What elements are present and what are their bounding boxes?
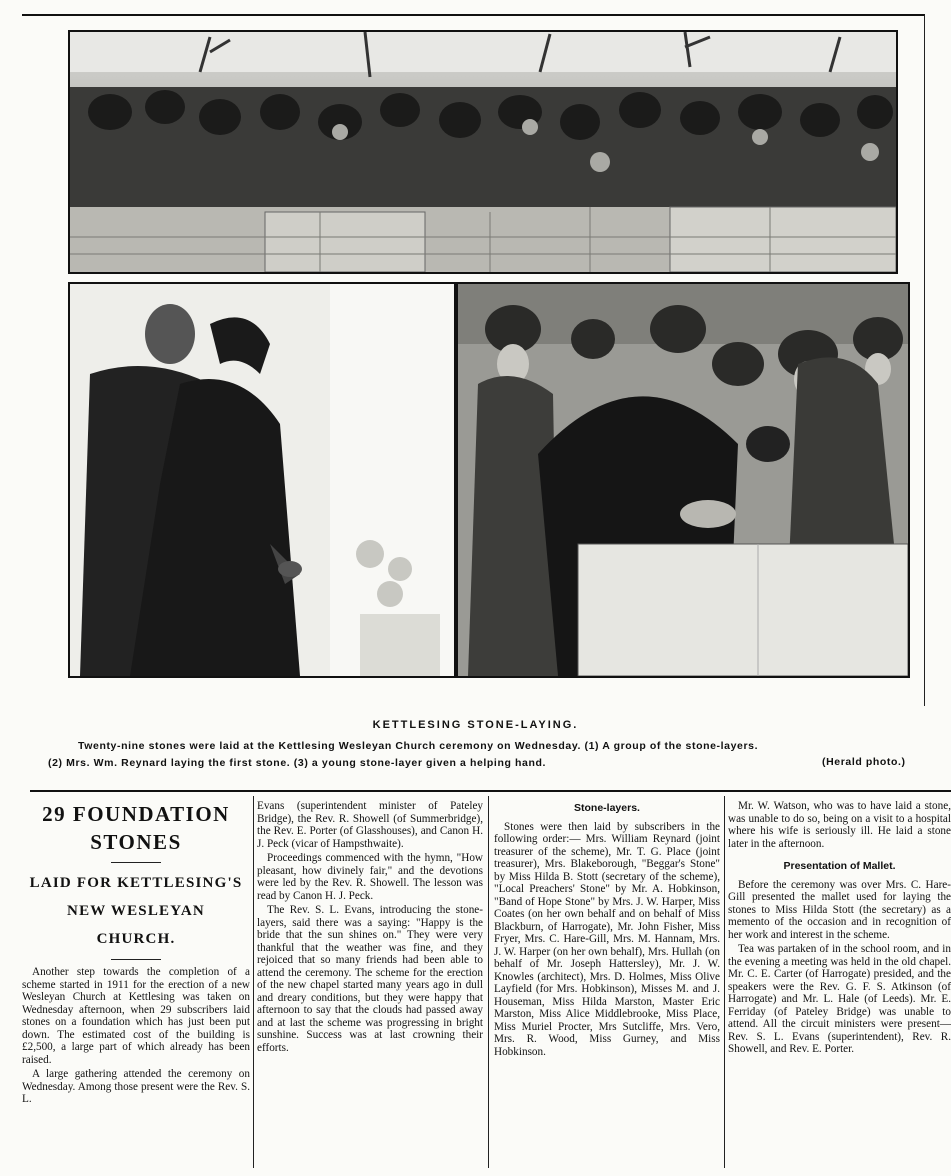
article-paragraph: The Rev. S. L. Evans, introducing the stone-layers, said there was a saying: "Happy is the bride that the sun shines on." They were very thankful that the weather was fine, and they rejoiced that so many friends had been able to attend the ceremony. The scheme for the erection of the new chapel started many years ago in dull and dreary conditions, but they were happy that afternoon to say that the clouds had passed away and at last the scheme was progressing in bright sunshine. Success was at last crowning their efforts. [257,904,483,1054]
headline-line-1: 29 FOUNDATION [42,802,230,826]
photo-young-stone-layer [456,282,910,678]
subheadline-line-3: CHURCH. [96,931,176,947]
article-paragraph: Evans (superintendent minister of Pateley Bridge), the Rev. R. Showell (of Summerbridge), the Rev. E. Porter (of Glasshouses), and Canon H. J. Peck (vicar of Hampsthwaite). [257,800,483,850]
article-paragraph: Tea was partaken of in the school room, and in the evening a meeting was held in the old chapel. Mr. C. E. Carter (of Harrogate) presided, and the speakers were the Rev. G. F. S. Atkinson (of Harrogate) and Mr. L. Hale (of Leeds). Mr. E. Ferriday (of Pateley Bridge) was unable to attend. All the circuit ministers were present— Rev. S. L. Evans (superintendent), Rev. R. Showell, and Rev. E. Porter. [728,943,951,1055]
subheadline-rule [111,959,161,960]
article-paragraph: Proceedings commenced with the hymn, "How pleasant, how divinely fair," and the devotions were led by the Rev. R. Showell. The lesson was read by Canon H. J. Peck. [257,852,483,902]
section-heading-presentation: Presentation of Mallet. [783,860,896,872]
article-column-3 [494,800,720,1060]
subheadline-line-2: NEW WESLEYAN [67,903,205,919]
article-paragraph: Another step towards the completion of a scheme started in 1911 for the erection of a new Wesleyan Church at Kettlesing was taken on Wednesday afternoon, when 29 subscribers laid stones on a foundation which has just been put down. The estimated cost of the building is £2,500, a large part of which already has been raised. [22,966,250,1066]
column-rule [724,796,725,1168]
section-divider [30,790,951,792]
article-paragraph: Mr. W. Watson, who was to have laid a stone, was unable to do so, being on a visit to a hospital where his wife is seriously ill. He laid a stone later in the afternoon. [728,800,951,850]
photo-group-image [70,32,896,272]
article-column-1 [22,800,250,1108]
article-paragraph: A large gathering attended the ceremony on Wednesday. Among those present were the Rev. S. L. [22,1068,250,1105]
article-paragraph: Before the ceremony was over Mrs. C. Hare-Gill presented the mallet used for laying the stones to Miss Hilda Stott (the secretary) as a memento of the occasion and in recognition of her work and interest in the scheme. [728,878,951,941]
section-heading-stone-layers: Stone-layers. [574,802,640,814]
photo-young-stone-layer-image [458,284,908,676]
caption-title: KETTLESING STONE-LAYING. [372,719,579,731]
caption-line-1: Twenty-nine stones were laid at the Kettlesing Wesleyan Church ceremony on Wednesday. (1) A group of the stone-layers. [78,740,759,752]
headline-line-2: STONES [90,830,182,854]
photo-first-stone [68,282,456,678]
column-rule [253,796,254,1168]
headline-rule [111,862,161,863]
article-paragraph: Stones were then laid by subscribers in the following order:— Mrs. William Reynard (joint treasurer of the scheme), Mr. T. G. Place (joint treasurer), Mrs. Blakeborough, "Beggar's Stone" by Miss Hilda B. Stott (secretary of the scheme), "Local Preachers' Stone" by Mr. A. Hobkinson, "Band of Hope Stone" by Mrs. J. W. Harper, Miss Coates (on her own behalf and on behalf of Miss Blackburn, of Harrogate), Mr. John Fisher, Miss Fryer, Mrs. C. Hare-Gill, Mrs. M. Hannam, Mrs. J. W. Harper (on her own behalf), Mrs. Hullah (on behalf of Mr. Joseph Hattersley), Mr. J. W. Knowles (architect), Mrs. D. Holmes, Miss Olive Layfield (for Mrs. Hobkinson), Misses M. and J. Houseman, Miss Hilda Marston, Master Eric Marston, Miss Alice Middlebrooke, Miss Place, Miss Muriel Procter, Mrs Sutcliffe, Mrs. Vero, Mrs. R. Wood, Miss Gurney, and Miss Hobkinson. [494,820,720,1058]
subheadline-line-1: LAID FOR KETTLESING'S [29,875,243,891]
article-column-4 [728,800,951,1058]
photo-group-of-stone-layers [68,30,898,274]
photo-first-stone-image [70,284,454,676]
column-rule [488,796,489,1168]
caption-credit: (Herald photo.) [822,756,906,768]
article-column-2 [257,800,483,1056]
caption-line-2: (2) Mrs. Wm. Reynard laying the first stone. (3) a young stone-layer given a helping hand. [48,757,546,769]
